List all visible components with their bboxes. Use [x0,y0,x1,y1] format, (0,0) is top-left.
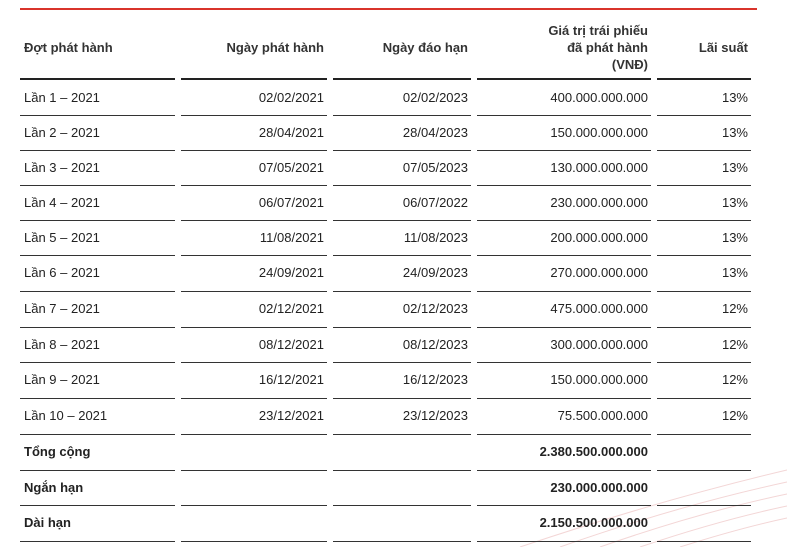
header-rule [20,78,175,80]
row-divider [181,470,327,471]
cell-maturity-date: 23/12/2023 [402,408,468,423]
row-divider [181,398,327,399]
header-interest-rate: Lãi suất [698,39,748,55]
cell-maturity-date: 16/12/2023 [402,372,468,387]
row-divider [477,255,651,256]
cell-interest-rate: 12% [721,301,748,316]
table-row [0,116,787,150]
row-divider [657,327,751,328]
table-row [0,328,787,362]
row-divider [20,362,175,363]
cell-batch: Lần 5 – 2021 [24,230,100,245]
cell-batch: Lần 3 – 2021 [24,160,100,175]
table-row [0,292,787,326]
total-value: 2.380.500.000.000 [539,444,648,459]
row-divider [477,220,651,221]
cell-interest-rate: 13% [721,90,748,105]
row-divider [657,470,751,471]
cell-issue-date: 16/12/2021 [258,372,324,387]
table-row [0,151,787,185]
cell-interest-rate: 13% [721,265,748,280]
row-divider [657,434,751,435]
row-divider [477,185,651,186]
cell-bond-value: 130.000.000.000 [550,160,648,175]
row-divider [333,398,471,399]
cell-batch: Lần 8 – 2021 [24,337,100,352]
row-divider [181,185,327,186]
row-divider [181,505,327,506]
row-divider [20,398,175,399]
row-divider [477,115,651,116]
row-divider [657,115,751,116]
cell-bond-value: 200.000.000.000 [550,230,648,245]
row-divider [20,115,175,116]
row-divider [333,327,471,328]
row-divider [333,362,471,363]
cell-interest-rate: 12% [721,372,748,387]
cell-issue-date: 02/12/2021 [258,301,324,316]
cell-batch: Lần 7 – 2021 [24,301,100,316]
table-row [0,186,787,220]
row-divider [20,470,175,471]
row-divider [657,541,751,542]
cell-bond-value: 475.000.000.000 [550,301,648,316]
row-divider [657,505,751,506]
row-divider [477,470,651,471]
total-row [0,435,787,469]
cell-batch: Lần 9 – 2021 [24,372,100,387]
header-batch: Đợt phát hành [24,39,113,55]
row-divider [333,255,471,256]
header-rule [181,78,327,80]
row-divider [20,150,175,151]
row-divider [477,541,651,542]
cell-interest-rate: 13% [721,230,748,245]
short-term-value: 230.000.000.000 [550,480,648,495]
row-divider [657,291,751,292]
row-divider [477,362,651,363]
row-divider [181,434,327,435]
header-value-line1: Giá trị trái phiếu [548,22,648,38]
row-divider [181,220,327,221]
long-term-value: 2.150.500.000.000 [539,515,648,530]
row-divider [181,115,327,116]
header-value-line3: (VNĐ) [611,56,648,72]
row-divider [20,505,175,506]
row-divider [657,398,751,399]
row-divider [181,541,327,542]
cell-bond-value: 270.000.000.000 [550,265,648,280]
top-accent-line [20,8,757,10]
cell-issue-date: 23/12/2021 [258,408,324,423]
cell-interest-rate: 12% [721,408,748,423]
header-rule [657,78,751,80]
total-label: Tổng cộng [24,444,91,459]
header-issue-date: Ngày phát hành [226,39,324,55]
row-divider [181,255,327,256]
row-divider [477,150,651,151]
row-divider [657,255,751,256]
cell-maturity-date: 24/09/2023 [402,265,468,280]
cell-batch: Lần 4 – 2021 [24,195,100,210]
cell-maturity-date: 02/02/2023 [402,90,468,105]
row-divider [477,434,651,435]
row-divider [477,505,651,506]
long-term-row [0,506,787,540]
row-divider [20,541,175,542]
cell-batch: Lần 10 – 2021 [24,408,108,423]
row-divider [20,255,175,256]
row-divider [333,150,471,151]
row-divider [477,398,651,399]
short-term-label: Ngắn hạn [24,480,84,495]
cell-interest-rate: 13% [721,125,748,140]
cell-interest-rate: 13% [721,160,748,175]
row-divider [477,291,651,292]
cell-bond-value: 300.000.000.000 [550,337,648,352]
short-term-row [0,471,787,505]
row-divider [657,185,751,186]
header-rule [333,78,471,80]
header-value-line2: đã phát hành [567,39,648,55]
row-divider [20,220,175,221]
cell-maturity-date: 06/07/2022 [402,195,468,210]
cell-maturity-date: 08/12/2023 [402,337,468,352]
long-term-label: Dài hạn [24,515,71,530]
row-divider [333,291,471,292]
cell-bond-value: 230.000.000.000 [550,195,648,210]
row-divider [657,220,751,221]
row-divider [333,505,471,506]
row-divider [20,185,175,186]
row-divider [20,327,175,328]
cell-issue-date: 28/04/2021 [258,125,324,140]
header-rule [477,78,651,80]
cell-interest-rate: 12% [721,337,748,352]
cell-issue-date: 07/05/2021 [258,160,324,175]
row-divider [333,434,471,435]
cell-batch: Lần 1 – 2021 [24,90,100,105]
cell-bond-value: 75.500.000.000 [557,408,648,423]
row-divider [181,291,327,292]
row-divider [657,362,751,363]
row-divider [333,470,471,471]
cell-issue-date: 06/07/2021 [258,195,324,210]
row-divider [181,327,327,328]
row-divider [181,362,327,363]
cell-maturity-date: 11/08/2023 [403,230,468,245]
row-divider [20,291,175,292]
cell-bond-value: 150.000.000.000 [550,125,648,140]
cell-issue-date: 02/02/2021 [258,90,324,105]
table-row [0,363,787,397]
cell-maturity-date: 28/04/2023 [402,125,468,140]
cell-interest-rate: 13% [721,195,748,210]
cell-bond-value: 400.000.000.000 [550,90,648,105]
cell-batch: Lần 6 – 2021 [24,265,100,280]
row-divider [333,220,471,221]
table-row [0,256,787,290]
row-divider [20,434,175,435]
cell-issue-date: 08/12/2021 [258,337,324,352]
cell-issue-date: 11/08/2021 [259,230,324,245]
row-divider [333,541,471,542]
table-row [0,81,787,115]
cell-maturity-date: 02/12/2023 [402,301,468,316]
cell-batch: Lần 2 – 2021 [24,125,100,140]
cell-issue-date: 24/09/2021 [258,265,324,280]
row-divider [181,150,327,151]
header-bond-value [480,18,648,76]
row-divider [477,327,651,328]
row-divider [657,150,751,151]
table-row [0,399,787,433]
cell-maturity-date: 07/05/2023 [402,160,468,175]
table-row [0,221,787,255]
header-maturity-date: Ngày đáo hạn [382,39,468,55]
row-divider [333,185,471,186]
cell-bond-value: 150.000.000.000 [550,372,648,387]
row-divider [333,115,471,116]
